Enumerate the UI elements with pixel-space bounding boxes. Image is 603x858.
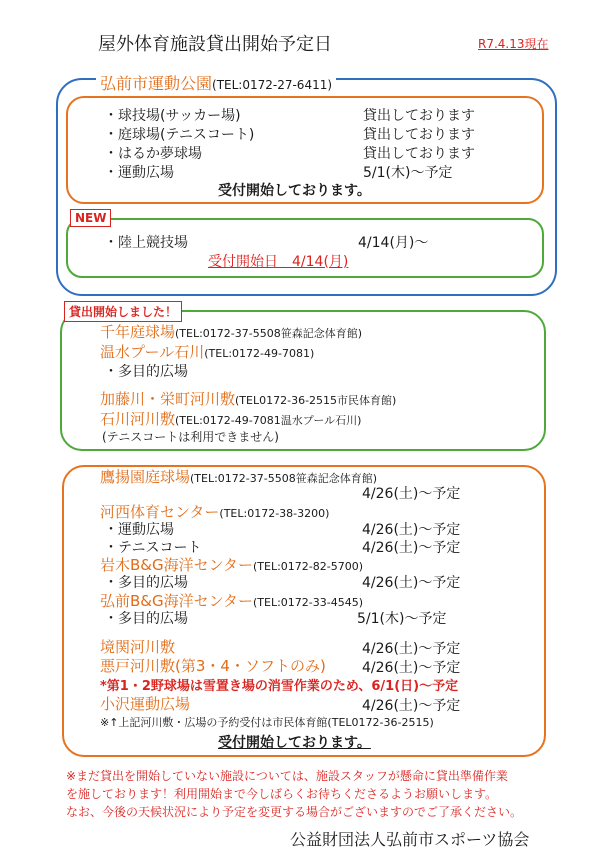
facility-name: 悪戸河川敷(第3・4・ソフトのみ) bbox=[100, 657, 326, 675]
list-item: ・運動広場 bbox=[104, 522, 174, 538]
list-item: ・庭球場(テニスコート) bbox=[104, 127, 255, 143]
facility-tel: (TEL:0172-37-5508笹森記念体育館) bbox=[190, 472, 378, 485]
item-status: 貸出しております bbox=[363, 108, 475, 124]
list-item: ・テニスコート bbox=[104, 540, 202, 556]
item-status: 5/1(木)〜予定 bbox=[363, 165, 453, 181]
facility-tel: (TEL:0172-82-5700) bbox=[253, 560, 364, 573]
snow-note: *第1・2野球場は雪置き場の消雪作業のため、6/1(日)〜予定 bbox=[100, 679, 459, 694]
facility-row bbox=[100, 408, 361, 429]
facility-name: 弘前B&G海洋センター bbox=[100, 592, 254, 610]
facility-name: 鷹揚園庭球場 bbox=[100, 468, 191, 486]
list-item: ・運動広場 bbox=[104, 165, 174, 181]
page-title: 屋外体育施設貸出開始予定日 bbox=[98, 34, 332, 55]
facility-row bbox=[100, 341, 314, 362]
notice-line: ※まだ貸出を開始していない施設については、施設スタッフが懸命に貸出準備作業 bbox=[66, 769, 508, 783]
item-status: 4/14(月)〜 bbox=[358, 235, 429, 251]
facility-tel: (TEL:0172-33-4545) bbox=[253, 596, 364, 609]
river-note: ※↑上記河川敷・広場の予約受付は市民体育館(TEL0172-36-2515) bbox=[100, 716, 434, 729]
section1-heading bbox=[96, 71, 336, 94]
item-status: 4/26(土)〜予定 bbox=[362, 540, 461, 556]
facility-row bbox=[100, 466, 377, 487]
facility-name: 温水プール石川 bbox=[100, 343, 205, 361]
list-item: ・球技場(サッカー場) bbox=[104, 108, 241, 124]
facility-name: 岩木B&G海洋センター bbox=[100, 556, 254, 574]
list-item: ・はるか夢球場 bbox=[104, 146, 202, 162]
facility-tel: (TEL:0172-27-6411) bbox=[212, 78, 333, 92]
facility-tel: (TEL:0172-37-5508笹森記念体育館) bbox=[175, 327, 363, 340]
item-status: 4/26(土)〜予定 bbox=[362, 698, 461, 714]
list-item: ・多目的広場 bbox=[104, 575, 188, 591]
facility-row bbox=[100, 388, 396, 409]
facility-row bbox=[100, 321, 362, 342]
facility-name: 加藤川・栄町河川敷 bbox=[100, 390, 236, 408]
list-item: ・陸上競技場 bbox=[104, 235, 188, 251]
item-status: 4/26(土)〜予定 bbox=[362, 660, 461, 676]
facility-name: 河西体育センター bbox=[100, 503, 220, 521]
notice-line: を施しております！利用開始まで今しばらくお待ちくださるようお願いします。 bbox=[66, 787, 498, 801]
accepting-note: 受付開始しております。 bbox=[218, 735, 371, 751]
facility-name: 弘前市運動公園 bbox=[100, 74, 213, 93]
list-item: ・多目的広場 bbox=[104, 611, 188, 627]
started-badge: 貸出開始しました！ bbox=[64, 301, 182, 322]
accepting-note: 受付開始しております。 bbox=[218, 183, 371, 199]
notice-line: なお、今後の天候状況により予定を変更する場合がございますのでご了承ください。 bbox=[66, 805, 523, 819]
item-status: 4/26(土)〜予定 bbox=[362, 522, 461, 538]
facility-name: 境関河川敷 bbox=[100, 638, 176, 656]
facility-tel: (TEL0172-36-2515市民体育館) bbox=[235, 394, 397, 407]
item-status: 4/26(土)〜予定 bbox=[362, 575, 461, 591]
list-item: ・多目的広場 bbox=[104, 364, 188, 380]
facility-name: 小沢運動広場 bbox=[100, 695, 191, 713]
facility-tel: (TEL:0172-49-7081温水プール石川) bbox=[175, 414, 362, 427]
item-status: 5/1(木)〜予定 bbox=[357, 611, 447, 627]
facility-name: 石川河川敷 bbox=[100, 410, 176, 428]
item-status: 4/26(土)〜予定 bbox=[362, 641, 461, 657]
item-status: 貸出しております bbox=[363, 127, 475, 143]
as-of-date: R7.4.13現在 bbox=[478, 37, 549, 51]
facility-tel: (TEL:0172-49-7081) bbox=[204, 347, 315, 360]
item-status: 貸出しております bbox=[363, 146, 475, 162]
new-start-date: 受付開始日 4/14(月) bbox=[208, 254, 349, 270]
facility-tel: (TEL:0172-38-3200) bbox=[219, 507, 330, 520]
new-badge: NEW bbox=[70, 209, 111, 227]
facility-name: 千年庭球場 bbox=[100, 323, 176, 341]
item-status: 4/26(土)〜予定 bbox=[362, 486, 461, 502]
tennis-note: (テニスコートは利用できません) bbox=[102, 430, 279, 444]
organization-name: 公益財団法人弘前市スポーツ協会 bbox=[290, 830, 530, 849]
